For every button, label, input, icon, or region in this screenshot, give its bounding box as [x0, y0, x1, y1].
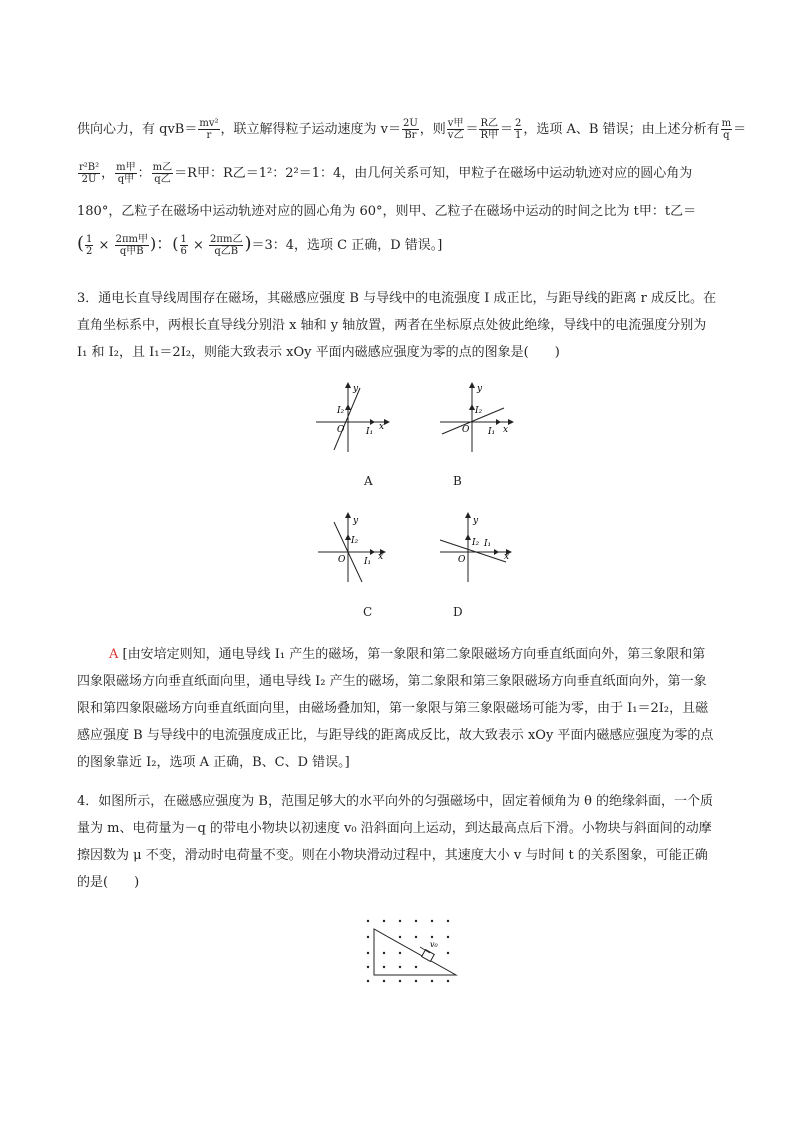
numerator: R乙 — [480, 118, 498, 129]
i2-label: I₂ — [475, 406, 483, 416]
x-axis-arrow — [384, 419, 390, 425]
y-label: y — [473, 516, 479, 526]
text-segment: ，联立解得粒子运动速度为 v＝ — [220, 122, 401, 137]
option-c-figure — [314, 512, 394, 584]
solution-line-4 — [77, 234, 442, 257]
numerator: r²B² — [79, 162, 100, 173]
denominator: q乙 — [154, 174, 171, 185]
fraction — [514, 118, 522, 141]
option-d-figure — [436, 512, 516, 584]
i2-arrow — [345, 404, 351, 410]
text-segment: ＝3：4，选项 C 正确，D 错误。] — [251, 238, 443, 253]
fraction — [447, 118, 465, 141]
denominator: R甲 — [480, 130, 498, 141]
denominator: q甲 — [117, 174, 135, 185]
option-b-figure — [436, 382, 516, 454]
zero-field-line — [334, 388, 360, 450]
fraction — [721, 118, 732, 141]
i1-label: I₁ — [484, 539, 492, 549]
solution-line-1 — [77, 118, 746, 141]
option-a-figure — [312, 382, 392, 454]
denominator: r — [206, 130, 212, 141]
fraction — [479, 118, 499, 141]
solution-line-2 — [77, 162, 692, 185]
origin-label: O — [462, 425, 470, 435]
y-axis-arrow — [345, 512, 351, 518]
denominator: q甲B — [119, 246, 144, 257]
text-segment: )：( — [150, 234, 179, 253]
question-3-text: 3．通电长直导线周围存在磁场，其磁感应强度 B 与导线中的电流强度 I 成正比，与距导线的距离 r 成反比。在直角坐标系中，两根长直导线分别沿 x 轴和 y 轴放置，两者在坐标原点处彼此绝缘，导线中的电流强度分别为 I₁ 和 I₂，且 I₁＝2I₂，则能大致表示 xOy 平面内磁感应强度为零的点的图象是( ) — [77, 291, 716, 360]
numerator: 2πm甲 — [115, 234, 148, 245]
numerator: m乙 — [152, 162, 173, 173]
numerator: 2U — [402, 118, 418, 129]
y-axis-arrow — [469, 382, 475, 388]
incline-triangle — [374, 929, 456, 975]
answer-label: A — [109, 647, 119, 662]
option-a-label[interactable]: A — [364, 474, 373, 488]
numerator: 1 — [86, 234, 93, 245]
denominator: q — [723, 130, 730, 141]
y-axis-arrow — [345, 382, 351, 388]
incline-figure — [360, 915, 464, 987]
text-segment: ＝R甲：R乙＝1²：2²＝1：4，由几何关系可知，甲粒子在磁场中运动轨迹对应的圆心角为 — [174, 166, 693, 181]
i1-arrow — [370, 419, 375, 425]
y-label: y — [353, 516, 359, 526]
option-c-label[interactable]: C — [363, 605, 373, 619]
y-axis-arrow — [465, 512, 471, 518]
x-axis-arrow — [508, 419, 514, 425]
text-segment: ， — [101, 166, 115, 181]
denominator: 1 — [515, 130, 522, 141]
option-b-label[interactable]: B — [453, 474, 462, 488]
text-segment: 供向心力，有 qvB＝ — [77, 122, 198, 137]
denominator: 2U — [81, 174, 97, 185]
fraction — [152, 162, 173, 185]
text-segment: ＝ — [733, 122, 747, 137]
i1-label: I₁ — [366, 427, 374, 437]
x-label: x — [379, 422, 385, 432]
denominator: 6 — [180, 246, 187, 257]
origin-label: O — [337, 425, 345, 435]
denominator: v乙 — [447, 130, 464, 141]
numerator: mv² — [199, 118, 219, 129]
text-segment: ＝ — [500, 122, 514, 137]
text-segment: × — [188, 238, 209, 253]
y-label: y — [477, 384, 483, 394]
denominator: 2 — [86, 246, 93, 257]
numerator: m甲 — [116, 162, 136, 173]
numerator: 2πm乙 — [210, 234, 243, 245]
fraction — [209, 234, 243, 257]
i2-label: I₂ — [472, 538, 480, 548]
text-segment: ) — [244, 233, 252, 254]
fraction — [115, 162, 136, 185]
i2-label: I₂ — [351, 536, 359, 546]
fraction — [85, 234, 93, 257]
denominator: q乙B — [214, 246, 239, 257]
fraction — [180, 234, 188, 257]
denominator: Br — [404, 130, 417, 141]
explanation: [由安培定则知，通电导线 I₁ 产生的磁场，第一象限和第二象限磁场方向垂直纸面向外，第三象限和第四象限磁场方向垂直纸面向里，通电导线 I₂ 产生的磁场，第二象限和第三象限磁场方向垂直纸面向外，第一象限和第四象限磁场方向垂直纸面向里，由磁场叠加知，第一象限与第三象限磁场可能为零，由于 I₁＝2I₂，且磁感应强度 B 与导线中的电流强度成正比，与距导线的距离成反比，故大致表示 xOy 平面内磁感应强度为零的点的图象靠近 I₂，选项 A 正确，B、C、D 错误。] — [77, 647, 714, 770]
y-label: y — [353, 384, 359, 394]
numerator: v甲 — [447, 118, 464, 129]
text-segment: × — [94, 238, 114, 253]
origin-label: O — [458, 555, 466, 565]
i1-arrow — [494, 549, 499, 555]
i1-arrow — [370, 549, 375, 555]
magnetic-field-dots — [367, 920, 449, 982]
solution-line-3: 180°，乙粒子在磁场中运动轨迹对应的圆心角为 60°，则甲、乙粒子在磁场中运动的时间之比为 t甲：t乙＝ — [77, 204, 697, 219]
fraction — [198, 118, 219, 141]
numerator: m — [721, 118, 732, 129]
question-3-solution — [77, 641, 717, 776]
i1-arrow — [496, 419, 501, 425]
v0-label: v₀ — [430, 940, 438, 949]
fraction — [402, 118, 419, 141]
numerator: 2 — [515, 118, 522, 129]
text-segment: ，选项 A、B 错误；由上述分析有 — [523, 122, 720, 137]
text-segment: ( — [77, 233, 85, 254]
text-segment: ＝ — [465, 122, 479, 137]
x-label: x — [378, 552, 384, 562]
numerator: 1 — [180, 234, 187, 245]
i2-arrow — [465, 534, 471, 540]
origin-label: O — [338, 555, 346, 565]
x-label: x — [503, 425, 509, 435]
fraction — [115, 234, 149, 257]
fraction — [78, 162, 100, 185]
option-d-label[interactable]: D — [453, 605, 463, 619]
i1-label: I₁ — [488, 427, 496, 437]
i2-label: I₂ — [337, 406, 345, 416]
text-segment: ： — [137, 166, 151, 181]
text-segment: ，则 — [419, 122, 446, 137]
x-label: x — [504, 552, 510, 562]
i1-label: I₁ — [364, 557, 372, 567]
question-4-text: 4．如图所示，在磁感应强度为 B，范围足够大的水平向外的匀强磁场中，固定着倾角为 θ 的绝缘斜面，一个质量为 m、电荷量为－q 的带电小物块以初速度 v₀ 沿斜面向上运动，到达最高点后下滑。小物块与斜面间的动摩擦因数为 μ 不变，滑动时电荷量不变。则在小物块滑动过程中，其速度大小 v 与时间 t 的关系图象，可能正确的是( ) — [77, 794, 714, 890]
